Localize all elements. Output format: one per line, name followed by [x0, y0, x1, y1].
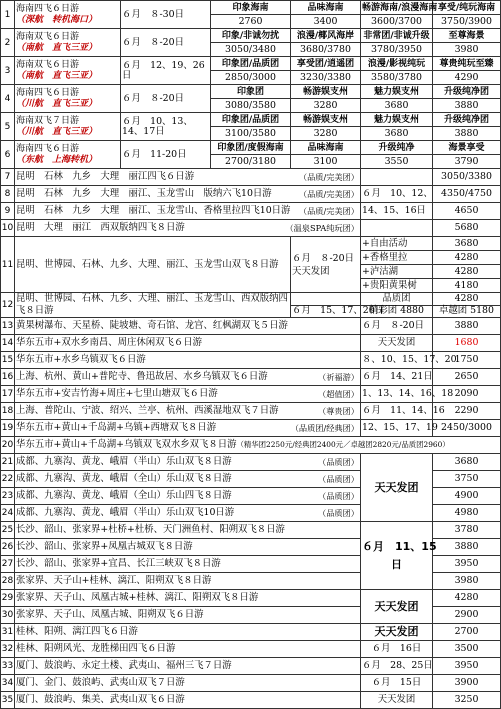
row-number: 34 — [1, 675, 15, 692]
route-name: 张家界、天子山+桂林、漓江、阳朔双飞８日游 — [16, 575, 212, 586]
departure-dates: 12、15、17、19 — [361, 420, 433, 437]
route-note: （精华团2250元/经典团2400元／卓越团2820元/品质团2960） — [236, 440, 450, 449]
tour-row — [1, 641, 501, 658]
route-name: 昆明、世博园、石林、九乡、大理、丽江、玉龙雪山、西双版纳四飞８日游 — [15, 293, 291, 318]
tour-price: 4900 — [433, 488, 501, 505]
tour-price: 3950 — [433, 556, 501, 573]
route-cell — [15, 573, 361, 590]
route-name: 昆明 石林 九乡 大理 丽江、玉龙雪山 版纳六飞10日游 — [16, 188, 272, 199]
package-price: 2850/3000 — [211, 71, 291, 85]
tour-row — [1, 675, 501, 692]
route-name: 海南双飞６日游 — [16, 31, 80, 42]
package-price: 3790 — [433, 155, 501, 169]
package-price: 3680/3780 — [291, 43, 361, 57]
route-name: 昆明、世博园、石林、九乡、大理、丽江、玉龙雪山双飞８日游 — [15, 237, 291, 293]
route-name: 上海、普陀山、宁波、绍兴、兰亭、杭州、西溪湿地双飞７日游 — [16, 405, 279, 416]
package-name: 品味海南 — [291, 141, 361, 155]
package-price: 3280 — [291, 99, 361, 113]
tour-price: 2090 — [433, 386, 501, 403]
route-cell — [15, 505, 361, 522]
route-airline-note: （深航 转机海口） — [16, 14, 98, 25]
route-cell — [15, 590, 361, 607]
package-price: 3080/3580 — [211, 99, 291, 113]
departure-dates: ６月 28、25日 — [361, 658, 433, 675]
route-cell — [15, 352, 361, 369]
package-name: 尊贵纯玩至臻 — [433, 57, 501, 71]
row-number: 31 — [1, 624, 15, 641]
route-cell — [15, 692, 361, 709]
tour-price: 2290 — [433, 403, 501, 420]
row-number: 33 — [1, 658, 15, 675]
route-cell — [15, 624, 361, 641]
route-name: 成都、九寨沟、黄龙、峨眉（全山）乐山双飞８日游 — [16, 473, 232, 484]
option-price: 4280 — [433, 265, 501, 279]
route-cell — [15, 539, 361, 556]
route-cell — [15, 1, 121, 29]
package-price: 3550 — [361, 155, 433, 169]
row-number: 23 — [1, 488, 15, 505]
route-name: 厦门、金门、鼓浪屿、武夷山双飞７日游 — [16, 677, 185, 688]
departure-dates: 天天发团 — [361, 454, 433, 522]
row-number: 18 — [1, 403, 15, 420]
row-number: 8 — [1, 186, 15, 203]
route-airline-note: （川航 直飞三亚） — [16, 126, 98, 137]
package-name: 海景享受 — [433, 141, 501, 155]
departure-dates: 天天发团 — [361, 590, 433, 624]
route-cell — [15, 403, 361, 420]
row-number: 28 — [1, 573, 15, 590]
departure-dates: ６月 14、21日 — [361, 369, 433, 386]
package-name: 印象团/度假海南 — [211, 141, 291, 155]
route-note: （超值团） — [318, 389, 359, 399]
package-name: 魅力娱支州 — [361, 113, 433, 127]
route-note: （品质团） — [318, 474, 359, 484]
package-name: 印象团 — [211, 85, 291, 99]
route-cell — [15, 29, 121, 57]
row-number: 4 — [1, 85, 15, 113]
package-name: 印象海南 — [211, 1, 291, 15]
route-name: 张家界、天子山、凤凰古城+桂林、漓江、阳朔双飞８日游 — [16, 592, 259, 603]
row-number: 20 — [1, 437, 15, 454]
route-note: （品质团） — [318, 457, 359, 467]
route-note: （品质/完美团） — [298, 206, 359, 216]
row-number: 27 — [1, 556, 15, 573]
package-price: 3600/3700 — [361, 15, 433, 29]
route-cell — [15, 488, 361, 505]
route-cell — [15, 471, 361, 488]
tour-price: 4350/4750 — [433, 186, 501, 203]
route-name: 华东五市+水乡乌镇双飞６日游 — [16, 354, 146, 365]
departure-dates: 1、13、14、16、18 — [361, 386, 433, 403]
tour-price: 2450/3000 — [433, 420, 501, 437]
tour-row — [1, 522, 501, 539]
route-cell — [15, 556, 361, 573]
route-airline-note: （南航 直飞三亚） — [16, 42, 98, 53]
package-price: 3230/3380 — [291, 71, 361, 85]
route-airline-note: （南航 直飞三亚） — [16, 70, 98, 81]
tour-row — [1, 293, 501, 306]
route-name: 华东五市+双水乡南昌、周庄休闲双飞６日游 — [16, 337, 202, 348]
tour-row — [1, 186, 501, 203]
package-price: 3050/3480 — [211, 43, 291, 57]
row-number: 7 — [1, 169, 15, 186]
package-name: 升级纯净 — [361, 141, 433, 155]
blank-cell — [291, 293, 361, 306]
package-price: 2760 — [211, 15, 291, 29]
row-number: 15 — [1, 352, 15, 369]
dates-line: ６月 ８-20日 — [292, 252, 354, 264]
package-price: 3680 — [361, 127, 433, 141]
tour-price: 3880 — [433, 318, 501, 335]
package-name: 品味海南 — [291, 1, 361, 15]
route-name: 桂林、阳朔、漓江四飞６日游 — [16, 626, 138, 637]
package-price: 3680 — [361, 99, 433, 113]
tour-price: 3880 — [433, 539, 501, 556]
tour-row — [1, 335, 501, 352]
tour-row — [1, 318, 501, 335]
row-number: 10 — [1, 220, 15, 237]
route-note: （品质团） — [318, 491, 359, 501]
route-cell — [15, 420, 361, 437]
route-cell — [15, 85, 121, 113]
package-name: 畅游娱支州 — [291, 113, 361, 127]
tour-price: 2650 — [433, 369, 501, 386]
route-name: 海南四飞６日游 — [16, 143, 80, 154]
tour-row — [1, 624, 501, 641]
row-number: 25 — [1, 522, 15, 539]
option-price: 3680 — [433, 237, 501, 251]
package-name: 升级纯净团 — [433, 113, 501, 127]
row-number: 11 — [1, 237, 15, 293]
route-cell — [15, 57, 121, 85]
route-name: 华东五市+安吉竹海+周庄+七里山塘双飞６日游 — [16, 388, 218, 399]
package-name: 非常团/非诚升级 — [361, 29, 433, 43]
option-price: 4180 — [433, 279, 501, 293]
route-name: 昆明 大理 丽江 西双版纳四飞８日游 — [16, 222, 185, 233]
tour-price: 3780 — [433, 522, 501, 539]
hainan-group-header-row — [1, 85, 501, 99]
package-name: 印象团/品质团 — [211, 57, 291, 71]
route-cell — [15, 318, 361, 335]
dates-line: ６月 11、15 — [362, 539, 437, 553]
row-number: 22 — [1, 471, 15, 488]
tour-row — [1, 590, 501, 607]
option-row — [1, 237, 501, 251]
row-number: 21 — [1, 454, 15, 471]
route-name: 昆明 石林 九乡 大理 丽江、玉龙雪山、香格里拉四飞10日游 — [16, 205, 291, 216]
departure-dates — [361, 522, 437, 590]
route-note: （温泉SPA纯玩团） — [285, 223, 359, 233]
tour-row — [1, 369, 501, 386]
tour-price: 4280 — [433, 590, 501, 607]
route-name: 华东五市+黄山+千岛湖+乌镇双飞双水乡双飞８日游 — [16, 439, 237, 450]
hainan-group-header-row — [1, 113, 501, 127]
tour-price: 3680 — [433, 454, 501, 471]
route-note: （品质/完美团） — [298, 189, 359, 199]
tour-price: 2900 — [433, 607, 501, 624]
package-name: 品质团 — [361, 293, 433, 306]
route-note: （品质团） — [318, 508, 359, 518]
route-name: 厦门、鼓浪屿、集美、武夷山双飞６日游 — [16, 694, 185, 705]
tour-price: 1750 — [433, 352, 501, 369]
tour-row — [1, 220, 501, 237]
route-name: 华东五市+黄山+千岛湖+乌镇+西塘双飞８日游 — [16, 422, 217, 433]
package-price: 3100/3580 — [211, 127, 291, 141]
route-cell — [15, 386, 361, 403]
hainan-group-header-row — [1, 141, 501, 155]
route-name: 海南双飞７日游 — [16, 115, 80, 126]
route-cell — [15, 658, 361, 675]
route-cell — [15, 437, 501, 454]
route-name: 海南四飞６日游 — [16, 3, 80, 14]
package-price: 2700/3180 — [211, 155, 291, 169]
tour-row — [1, 352, 501, 369]
departure-dates: ６月 ８-30日 — [121, 1, 211, 29]
tour-row — [1, 692, 501, 709]
row-number: 1 — [1, 1, 15, 29]
tour-price: 5680 — [433, 220, 501, 237]
route-cell — [15, 141, 121, 169]
tour-price: 3900 — [433, 675, 501, 692]
departure-dates: ６月 15日 — [361, 675, 433, 692]
dates-line: 日 — [391, 557, 402, 571]
departure-dates — [291, 237, 361, 293]
row-number: 24 — [1, 505, 15, 522]
route-cell — [15, 454, 361, 471]
route-note: （品质团/经典团） — [290, 423, 359, 433]
package-name: 印象团/品质团 — [211, 113, 291, 127]
row-number: 6 — [1, 141, 15, 169]
departure-dates: ６月 11、14、16 — [361, 403, 433, 420]
tour-row — [1, 437, 501, 454]
package-price: 3280 — [291, 127, 361, 141]
departure-dates: 天天发团 — [361, 692, 433, 709]
tour-row — [1, 658, 501, 675]
row-number: 19 — [1, 420, 15, 437]
package-price: 4280 — [433, 293, 501, 306]
route-name: 厦门、鼓浪屿、永定土楼、武夷山、福州三飞７日游 — [16, 660, 232, 671]
option-label: +自由活动 — [361, 237, 433, 251]
tour-price: 4980 — [433, 505, 501, 522]
row-number: 5 — [1, 113, 15, 141]
tour-price: 3050/3380 — [433, 169, 501, 186]
departure-dates: ６月 12、19、26日 — [121, 57, 211, 85]
option-label: +泸沽湖 — [361, 265, 433, 279]
route-cell — [15, 607, 361, 624]
tour-price: 3500 — [433, 641, 501, 658]
package-name: 升级纯净团 — [433, 85, 501, 99]
departure-dates: ６月 ８-20日 — [121, 85, 211, 113]
tour-price: 3950 — [433, 658, 501, 675]
package-price: 3400 — [291, 15, 361, 29]
route-note: （品质/完美团） — [298, 172, 359, 182]
route-cell — [15, 522, 361, 539]
hainan-group-header-row — [1, 1, 501, 15]
route-cell — [15, 186, 361, 203]
row-number: 16 — [1, 369, 15, 386]
route-name: 成都、九寨沟、黄龙、峨眉（半山）乐山双飞10日游 — [16, 507, 235, 518]
tour-price: 1680 — [433, 335, 501, 352]
package-name: 畅游娱支州 — [291, 85, 361, 99]
row-number: 30 — [1, 607, 15, 624]
departure-dates: ６月 16日 — [361, 641, 433, 658]
row-number: 17 — [1, 386, 15, 403]
tour-price: 3250 — [433, 692, 501, 709]
row-number: 9 — [1, 203, 15, 220]
departure-dates: 14、15、16日 — [361, 203, 433, 220]
package-price: 3780/3950 — [361, 43, 433, 57]
package-price: 3880 — [433, 99, 501, 113]
package-name: 印象/非诚勿扰 — [211, 29, 291, 43]
tour-row — [1, 169, 501, 186]
route-cell — [15, 369, 361, 386]
route-name: 张家界、天子山、凤凰古城、阳朔双飞６日游 — [16, 609, 204, 620]
departure-dates: ６月 ８-20日 — [121, 29, 211, 57]
route-note: （尊贵团） — [318, 406, 359, 416]
route-name: 长沙、韶山、张家界+杜桥+杜桥、天门洲鱼村、阳朔双飞８日游 — [16, 524, 285, 535]
route-name: 昆明 石林 九乡 大理 丽江四飞６日游 — [16, 171, 195, 182]
package-name: 浪漫/影视纯玩 — [361, 57, 433, 71]
option-price: 4280 — [433, 251, 501, 265]
package-price: 4290 — [433, 71, 501, 85]
row-number: 12 — [1, 293, 15, 318]
row-number: 13 — [1, 318, 15, 335]
tour-row — [1, 203, 501, 220]
route-name: 上海、杭州、黄山+普陀寺、鲁迅故居、水乡乌镇双飞６日游 — [16, 371, 268, 382]
package-price: 3980 — [433, 43, 501, 57]
tour-price: 4650 — [433, 203, 501, 220]
departure-dates: ６月 10、13、14、17日 — [121, 113, 211, 141]
route-name: 长沙、韶山、张家界+凤凰古城双飞８日游 — [16, 541, 193, 552]
row-number: 32 — [1, 641, 15, 658]
departure-dates: ６月 ８-20日 — [361, 318, 433, 335]
departure-dates — [361, 220, 433, 237]
hainan-group-header-row — [1, 57, 501, 71]
package-name: 至尊海景 — [433, 29, 501, 43]
departure-dates: ６月 11-20日 — [121, 141, 211, 169]
package-name: 浪漫/椰风海岸 — [291, 29, 361, 43]
route-cell — [15, 675, 361, 692]
option-label: +贵阳黄果树 — [361, 279, 433, 293]
route-name: 桂林、阳朔风光、龙胜梯田四飞６日游 — [16, 643, 176, 654]
route-cell — [15, 220, 361, 237]
row-number: 2 — [1, 29, 15, 57]
hainan-group-header-row — [1, 29, 501, 43]
route-name: 长沙、韶山、张家界+宜昌、长江三峡双飞８日游 — [16, 558, 221, 569]
row-number: 35 — [1, 692, 15, 709]
tour-row — [1, 420, 501, 437]
route-airline-note: （东航 上海转机） — [16, 154, 98, 165]
package-name: 畅游海南/浪漫海南 — [362, 2, 438, 13]
route-cell — [15, 641, 361, 658]
row-number: 14 — [1, 335, 15, 352]
option-label: +香格里拉 — [361, 251, 433, 265]
departure-dates: 天天发团 — [361, 624, 433, 641]
route-name: 成都、九寨沟、黄龙、峨眉（全山）乐山四飞８日游 — [16, 490, 232, 501]
departure-dates: ６月 10、12、 — [361, 186, 433, 203]
departure-dates — [361, 169, 433, 186]
package-price: 3580/3780 — [361, 71, 433, 85]
departure-dates: ６月 15、17、20日 — [292, 305, 385, 317]
package-price: 3750/3900 — [433, 15, 501, 29]
tour-price: 3980 — [433, 573, 501, 590]
package-name: 享受团/逍遥团 — [291, 57, 361, 71]
departure-dates: ８、10、15、17、20 — [361, 352, 433, 369]
route-cell — [15, 113, 121, 141]
route-cell — [15, 203, 361, 220]
route-name: 海南双飞６日游 — [16, 59, 80, 70]
dates-line: 天天发团 — [292, 265, 330, 277]
tour-price: 3750 — [433, 471, 501, 488]
row-number: 26 — [1, 539, 15, 556]
route-note: （祈福游） — [318, 372, 359, 382]
route-airline-note: （川航 直飞三亚） — [16, 98, 98, 109]
tour-row — [1, 454, 501, 471]
route-cell — [15, 169, 361, 186]
package-name: 享受/纯玩海南 — [433, 1, 501, 15]
route-name: 成都、九寨沟、黄龙、峨眉（半山）乐山双飞８日游 — [16, 456, 232, 467]
departure-dates: 天天发团 — [361, 335, 433, 352]
row-number: 3 — [1, 57, 15, 85]
package-price: 3880 — [433, 127, 501, 141]
package-name-price: 精彩团 4880 — [361, 305, 433, 318]
tour-price: 2700 — [433, 624, 501, 641]
route-cell — [15, 335, 361, 352]
tour-row — [1, 386, 501, 403]
route-name: 黄果树瀑布、天星桥、陡坡塘、奇石馆、龙宫、红枫湖双飞５日游 — [16, 320, 288, 331]
row-number: 29 — [1, 590, 15, 607]
route-name: 海南四飞６日游 — [16, 87, 80, 98]
package-name: 魅力娱支州 — [361, 85, 433, 99]
package-name-price: 卓越团 5180 — [433, 305, 501, 318]
tour-row — [1, 403, 501, 420]
package-price: 3100 — [291, 155, 361, 169]
